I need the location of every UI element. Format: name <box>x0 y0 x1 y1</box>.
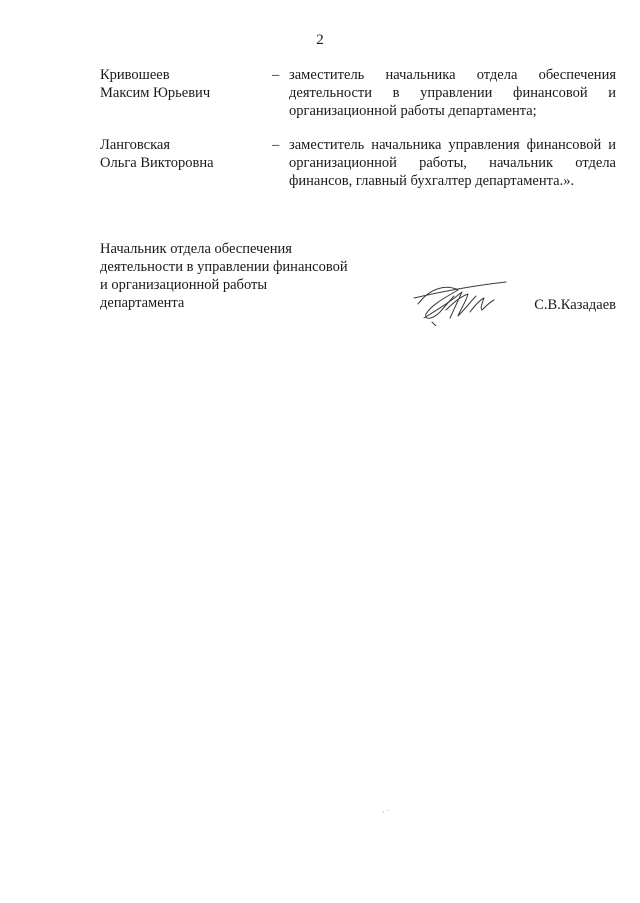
signer-name: С.В.Казадаев <box>534 297 616 313</box>
handwritten-signature <box>410 274 510 326</box>
signer-title-line: и организационной работы <box>100 277 268 293</box>
signer-title-line: Начальник отдела обеспечения <box>100 241 292 257</box>
signature-block <box>100 240 618 312</box>
member-dash: – <box>272 137 280 153</box>
member-dash: – <box>272 67 280 83</box>
member-surname: Ланговская <box>100 137 170 153</box>
signer-title-line: деятельности в управлении финансовой <box>100 259 348 275</box>
member-name <box>100 66 265 102</box>
member-name <box>100 136 265 172</box>
member-role: заместитель начальника отдела обеспечения деятельности в управлении финансовой и организационной работы департамента; <box>289 67 616 119</box>
member-given-names: Максим Юрьевич <box>100 85 211 101</box>
member-role: заместитель начальника управления финансовой и организационной работы, начальник отдела финансов, главный бухгалтер департамента.». <box>289 137 616 189</box>
page-number: 2 <box>316 32 324 48</box>
scan-artifact: · ˙ <box>382 808 390 817</box>
member-surname: Кривошеев <box>100 67 170 83</box>
member-given-names: Ольга Викторовна <box>100 155 214 171</box>
signer-title-line: департамента <box>100 295 185 311</box>
